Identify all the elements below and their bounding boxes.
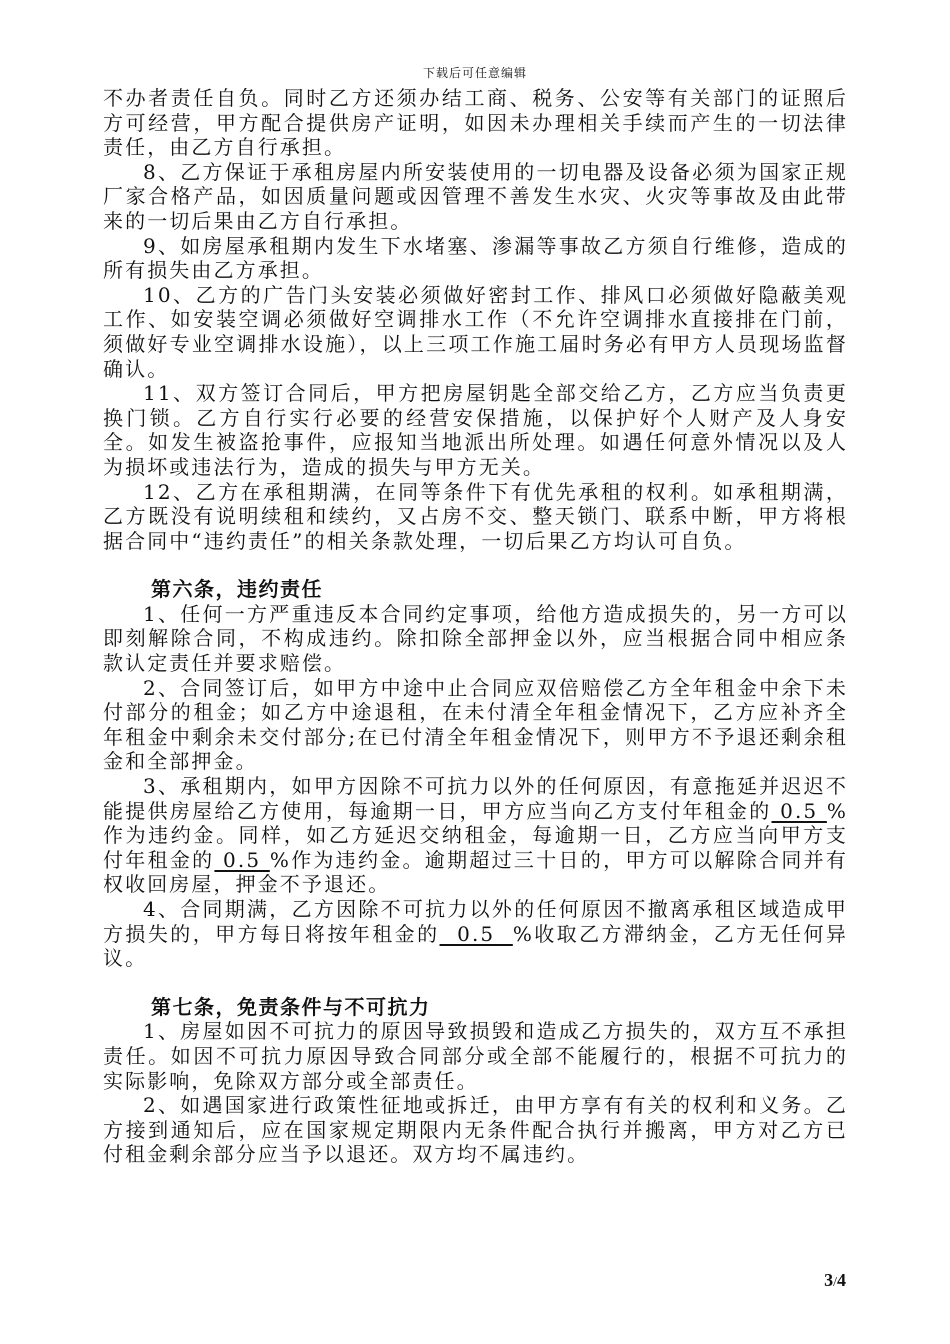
clause-4-text-b: %收取乙方滞纳金，乙方无任何异议。 [103,921,849,971]
document-body [103,86,848,1167]
article-7-clause-2: 2、如遇国家进行政策性征地或拆迁，由甲方享有有关的权利和义务。乙方接到通知后，应在国家规定期限内无条件配合执行并搬离，甲方对乙方已付租金剩余部分应当予以退还。双方均不属违约。 [103,1093,848,1167]
clause-10: 10、乙方的广告门头安装必须做好密封工作、排风口必须做好隐蔽美观工作、如安装空调必须做好空调排水工作（不允许空调排水直接排在门前，须做好专业空调排水设施），以上三项工作施工届时务必有甲方人员现场监督确认。 [103,282,848,381]
clause-12: 12、乙方在承租期满，在同等条件下有优先承租的权利。如承租期满，乙方既没有说明续租和续约，又占房不交、整天锁门、联系中断，甲方将根据合同中“违约责任”的相关条款处理，一切后果乙方均认可自负。 [103,479,848,553]
paragraph-continuation: 不办者责任自负。同时乙方还须办结工商、税务、公安等有关部门的证照后方可经营，甲方配合提供房产证明，如因未办理相关手续而产生的一切法律责任，由乙方自行承担。 [103,86,848,160]
article-6-clause-1: 1、任何一方严重违反本合同约定事项，给他方造成损失的，另一方可以即刻解除合同，不构成违约。除扣除全部押金以外，应当根据合同中相应条款认定责任并要求赔偿。 [103,601,848,676]
clause-3-text-c: %作为违约金。逾期超过三十日的，甲方可以解除合同并有权收回房屋，押金不予退还。 [103,847,848,897]
rate-blank-1: 0.5 [771,798,827,823]
page-separator: / [833,1275,837,1290]
clause-9: 9、如房屋承租期内发生下水堵塞、渗漏等事故乙方须自行维修，造成的所有损失由乙方承担。 [103,233,848,283]
article-6-clause-2: 2、合同签订后，如甲方中途中止合同应双倍赔偿乙方全年租金中余下未付部分的租金；如乙方中途退租，在未付清全年租金情况下，乙方应补齐全年租金中剩余未交付部分;在已付清全年租金情况下，则甲方不予退还剩余租金和全部押金。 [103,675,848,774]
page-current: 3 [824,1270,834,1290]
section-gap [103,553,848,577]
rate-blank-2: 0.5 [214,847,270,872]
clause-11: 11、双方签订合同后，甲方把房屋钥匙全部交给乙方，乙方应当负责更换门锁。乙方自行实行必要的经营安保措施，以保护好个人财产及人身安全。如发生被盗抢事件，应报知当地派出所处理。如遇任何意外情况以及人为损坏或违法行为，造成的损失与甲方无关。 [103,381,848,479]
clause-8: 8、乙方保证于承租房屋内所安装使用的一切电器及设备必须为国家正规厂家合格产品，如因质量问题或因管理不善发生水灾、火灾等事故及由此带来的一切后果由乙方自行承担。 [103,159,848,233]
clause-4-text-a: 4、合同期满，乙方因除不可抗力以外的任何原因不撤离承租区域造成甲方损失的，甲方每日将按年租金的 [103,897,848,946]
page-number [824,1270,846,1291]
article-6-clause-3 [103,774,848,897]
rate-blank-3: 0.5 [439,921,513,946]
clause-3-text-b: %作为违约金。同样，如乙方延迟交纳租金，每逾期一日，乙方应当向甲方支付年租金的 [103,798,848,872]
clause-3-text-a: 3、承租期内，如甲方因除不可抗力以外的任何原因，有意拖延并迟迟不能提供房屋给乙方使用，每逾期一日，甲方应当向乙方支付年租金的 [103,774,848,823]
article-6-clause-4 [103,897,848,971]
section-gap [103,971,848,995]
page-header: 下载后可任意编辑 [422,66,527,80]
section-title-article-7: 第七条，免责条件与不可抗力 [151,994,431,1019]
section-title-article-6: 第六条，违约责任 [151,577,323,602]
page-total: 4 [837,1270,846,1290]
article-7-clause-1: 1、房屋如因不可抗力的原因导致损毁和造成乙方损失的，双方互不承担责任。如因不可抗力原因导致合同部分或全部不能履行的，根据不可抗力的实际影响，免除双方部分或全部责任。 [103,1019,848,1093]
